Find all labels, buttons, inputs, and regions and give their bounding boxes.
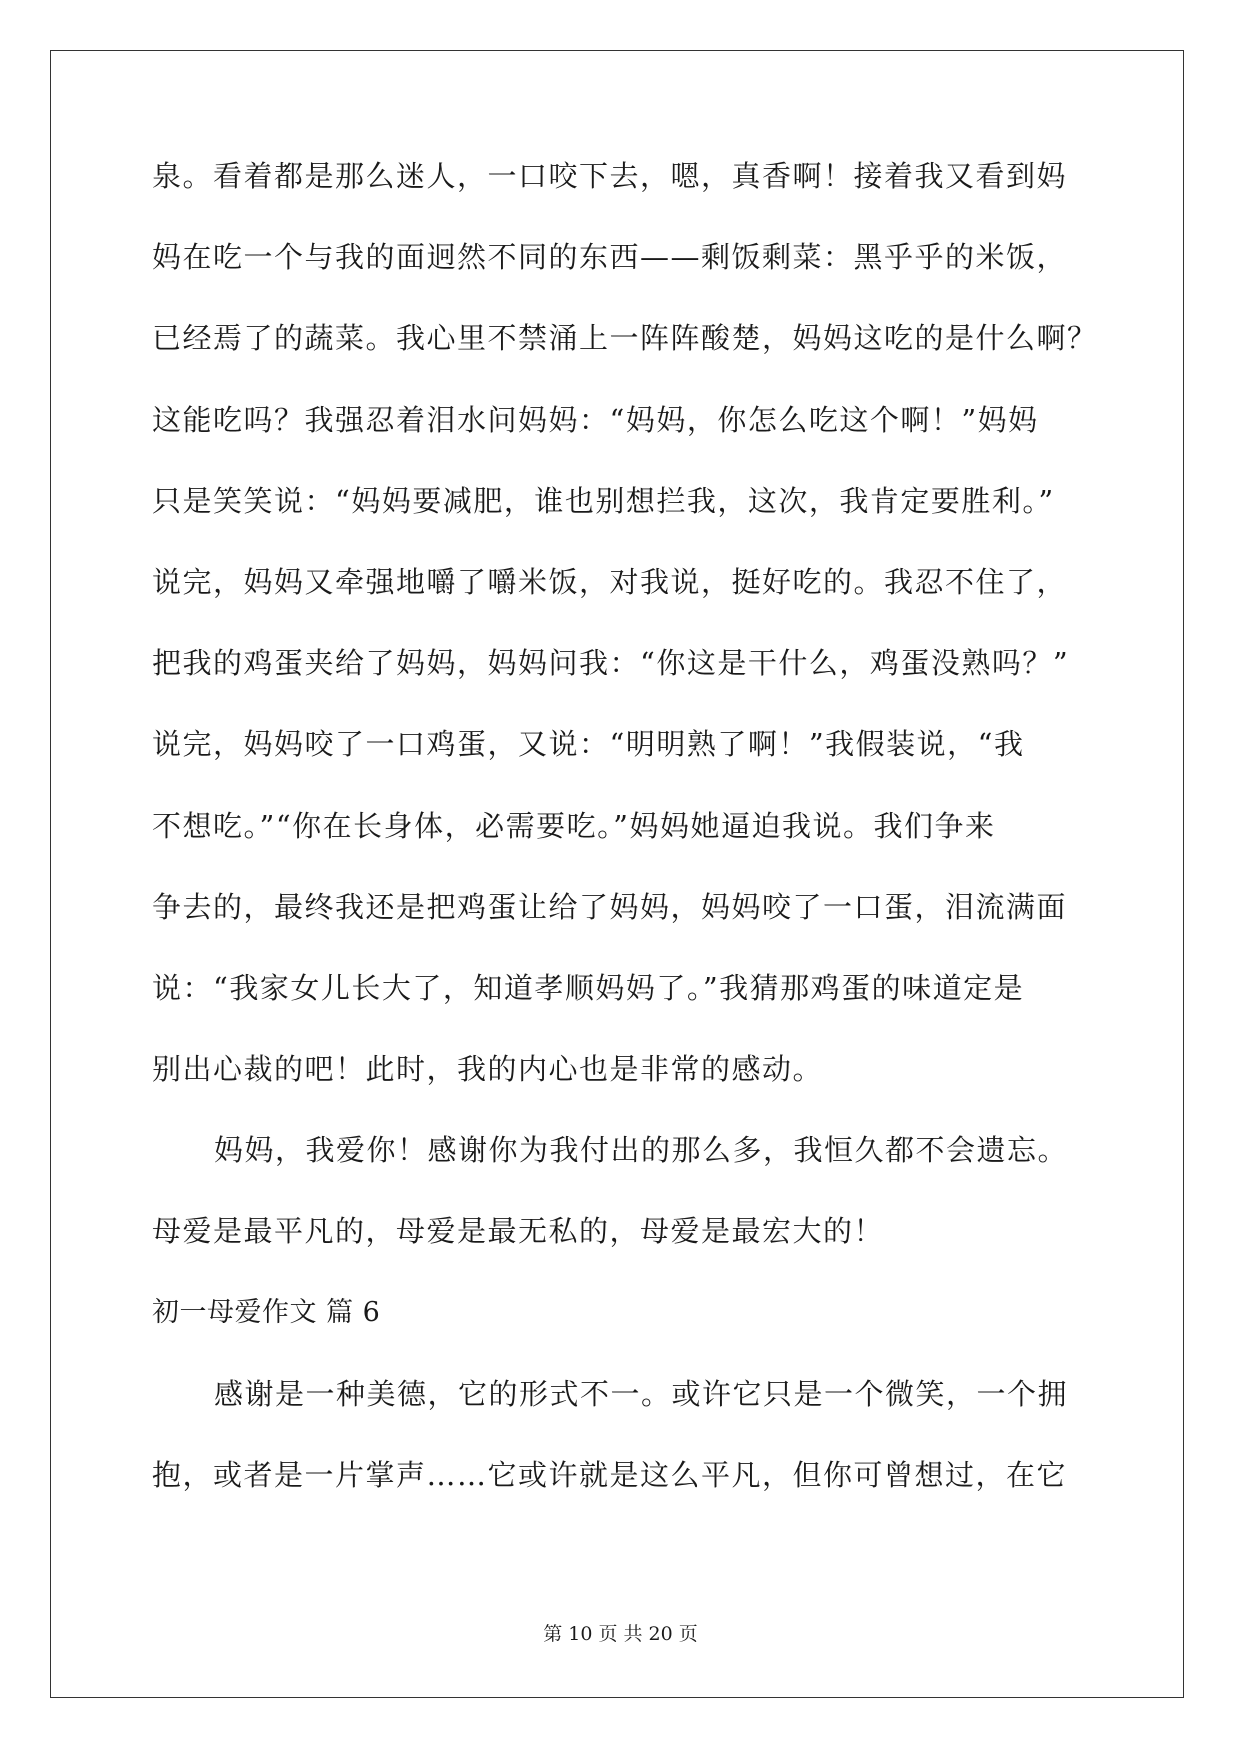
text-line: 说：“我家女儿长大了，知道孝顺妈妈了。”我猜那鸡蛋的味道定是 [152, 970, 1025, 1005]
text-line: 泉。看着都是那么迷人，一口咬下去，嗯，真香啊！接着我又看到妈 [152, 159, 1068, 193]
text-line: 不想吃。”“你在长身体，必需要吃。”妈妈她逼迫我说。我们争来 [152, 808, 996, 843]
text-line: 母爱是最平凡的，母爱是最无私的，母爱是最宏大的！ [152, 1214, 885, 1249]
paragraph-start-line: 感谢是一种美德，它的形式不一。或许它只是一个微笑，一个拥 [214, 1376, 1069, 1411]
text-line: 这能吃吗？我强忍着泪水问妈妈：“妈妈，你怎么吃这个啊！”妈妈 [152, 402, 1039, 437]
text-line: 只是笑笑说：“妈妈要减肥，谁也别想拦我，这次，我肯定要胜利。” [152, 483, 1055, 518]
page-number-footer: 第 10 页 共 20 页 [543, 1623, 698, 1645]
paragraph-start-line: 妈妈，我爱你！感谢你为我付出的那么多，我恒久都不会遗忘。 [214, 1133, 1069, 1168]
text-line: 已经焉了的蔬菜。我心里不禁涌上一阵阵酸楚，妈妈这吃的是什么啊？ [152, 321, 1098, 356]
text-line: 抱，或者是一片掌声……它或许就是这么平凡，但你可曾想过，在它 [152, 1458, 1068, 1492]
section-heading: 初一母爱作文 篇 6 [152, 1296, 381, 1328]
text-line: 别出心裁的吧！此时，我的内心也是非常的感动。 [152, 1052, 824, 1087]
text-line: 争去的，最终我还是把鸡蛋让给了妈妈，妈妈咬了一口蛋，泪流满面 [152, 889, 1068, 924]
text-line: 把我的鸡蛋夹给了妈妈，妈妈问我：“你这是干什么，鸡蛋没熟吗？” [152, 646, 1070, 681]
document-body [152, 159, 1098, 1540]
text-line: 说完，妈妈又牵强地嚼了嚼米饭，对我说，挺好吃的。我忍不住了， [152, 564, 1068, 599]
text-line: 说完，妈妈咬了一口鸡蛋，又说：“明明熟了啊！”我假装说，“我 [152, 727, 1025, 762]
text-line: 妈在吃一个与我的面迥然不同的东西——剩饭剩菜：黑乎乎的米饭， [152, 240, 1068, 275]
